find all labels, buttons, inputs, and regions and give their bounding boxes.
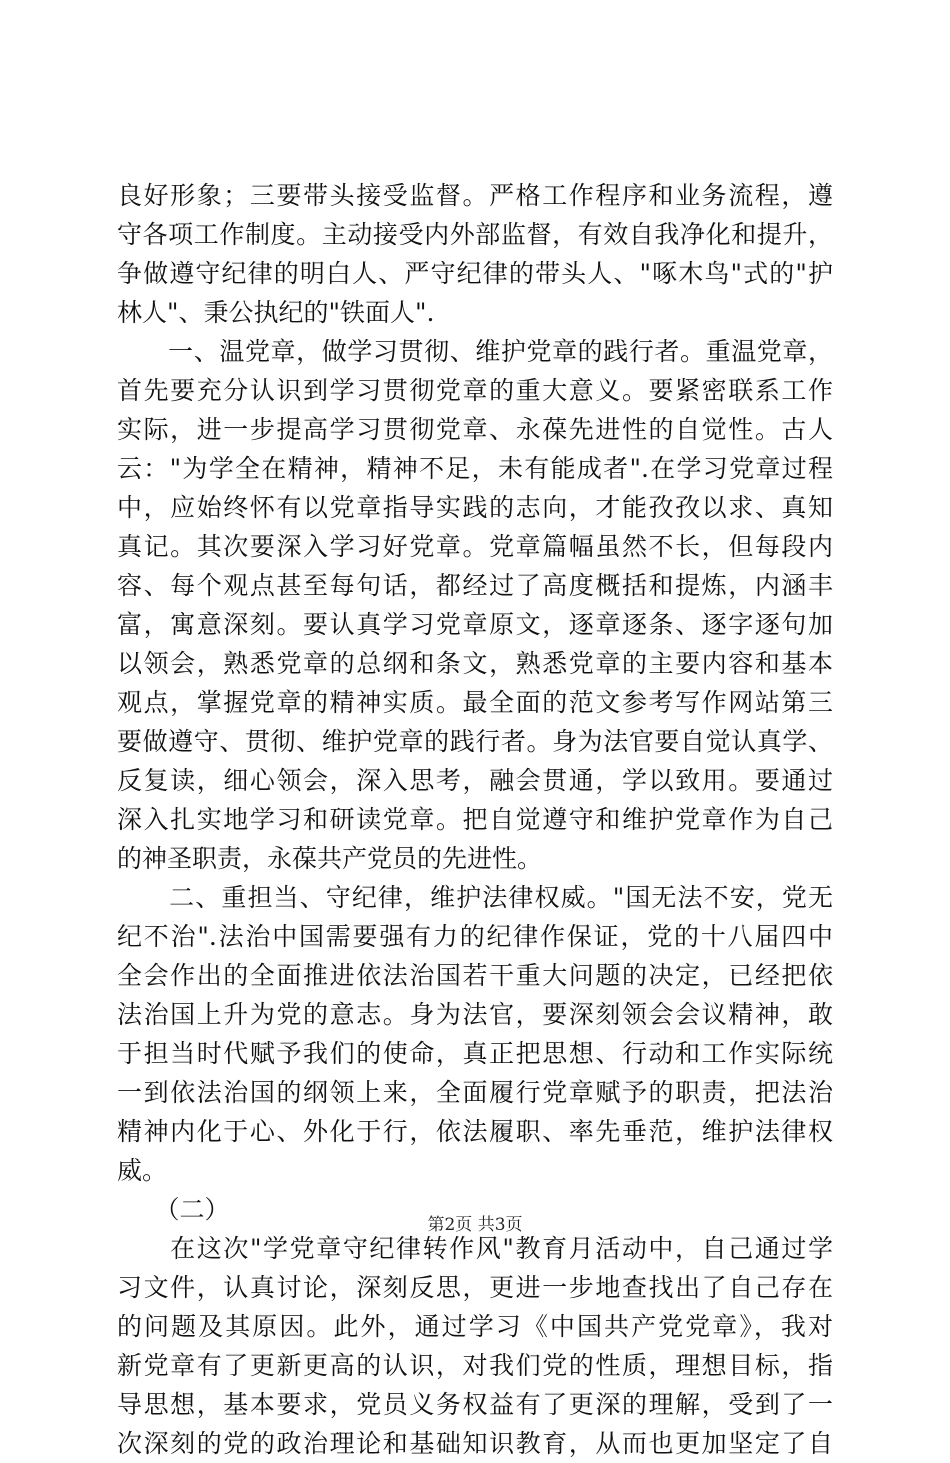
text-line: 导思想，基本要求，党员义务权益有了更深的理解，受到了一 xyxy=(117,1390,833,1419)
text-line: 在这次"学党章守纪律转作风"教育月活动中，自己通过学 xyxy=(117,1234,833,1263)
text-line: 守各项工作制度。主动接受内外部监督，有效自我净化和提升， xyxy=(117,220,833,249)
text-line: 以领会，熟悉党章的总纲和条文，熟悉党章的主要内容和基本 xyxy=(117,649,833,678)
body-text xyxy=(117,176,833,1463)
text-line: 争做遵守纪律的明白人、严守纪律的带头人、"啄木鸟"式的"护 xyxy=(117,259,833,288)
text-line: 林人"、秉公执纪的"铁面人". xyxy=(117,298,435,327)
text-line: 二、重担当、守纪律，维护法律权威。"国无法不安，党无 xyxy=(117,883,833,912)
text-line: 法治国上升为党的意志。身为法官，要深刻领会会议精神，敢 xyxy=(117,1000,833,1029)
text-line: 容、每个观点甚至每句话，都经过了高度概括和提炼，内涵丰 xyxy=(117,571,833,600)
text-line: 纪不治".法治中国需要强有力的纪律作保证，党的十八届四中 xyxy=(117,922,833,951)
page-number-footer: 第2页 共3页 xyxy=(427,1215,523,1235)
text-line: 中，应始终怀有以党章指导实践的志向，才能孜孜以求、真知 xyxy=(117,493,833,522)
text-line: 次深刻的党的政治理论和基础知识教育，从而也更加坚定了自 xyxy=(117,1429,833,1458)
text-line: 全会作出的全面推进依法治国若干重大问题的决定，已经把依 xyxy=(117,961,833,990)
text-line: 一、温党章，做学习贯彻、维护党章的践行者。重温党章， xyxy=(117,337,833,366)
text-line: 精神内化于心、外化于行，依法履职、率先垂范，维护法律权 xyxy=(117,1117,833,1146)
text-line: 富，寓意深刻。要认真学习党章原文，逐章逐条、逐字逐句加 xyxy=(117,610,833,639)
text-line: 真记。其次要深入学习好党章。党章篇幅虽然不长，但每段内 xyxy=(117,532,833,561)
text-line: 观点，掌握党章的精神实质。最全面的范文参考写作网站第三 xyxy=(117,688,833,717)
text-line: 一到依法治国的纲领上来，全面履行党章赋予的职责，把法治 xyxy=(117,1078,833,1107)
text-line: 的问题及其原因。此外，通过学习《中国共产党党章》，我对 xyxy=(117,1312,833,1341)
section-heading: （二） xyxy=(117,1195,230,1224)
text-line: 反复读，细心领会，深入思考，融会贯通，学以致用。要通过 xyxy=(117,766,833,795)
text-line: 良好形象；三要带头接受监督。严格工作程序和业务流程，遵 xyxy=(117,181,833,210)
text-line: 于担当时代赋予我们的使命，真正把思想、行动和工作实际统 xyxy=(117,1039,833,1068)
text-line: 威。 xyxy=(117,1156,168,1185)
text-line: 习文件，认真讨论，深刻反思，更进一步地查找出了自己存在 xyxy=(117,1273,833,1302)
text-line: 云："为学全在精神，精神不足，未有能成者".在学习党章过程 xyxy=(117,454,833,483)
text-line: 的神圣职责，永葆共产党员的先进性。 xyxy=(117,844,543,873)
text-line: 新党章有了更新更高的认识，对我们党的性质，理想目标，指 xyxy=(117,1351,833,1380)
text-line: 深入扎实地学习和研读党章。把自觉遵守和维护党章作为自己 xyxy=(117,805,833,834)
text-line: 要做遵守、贯彻、维护党章的践行者。身为法官要自觉认真学、 xyxy=(117,727,833,756)
text-line: 实际，进一步提高学习贯彻党章、永葆先进性的自觉性。古人 xyxy=(117,415,833,444)
text-line: 首先要充分认识到学习贯彻党章的重大意义。要紧密联系工作 xyxy=(117,376,833,405)
